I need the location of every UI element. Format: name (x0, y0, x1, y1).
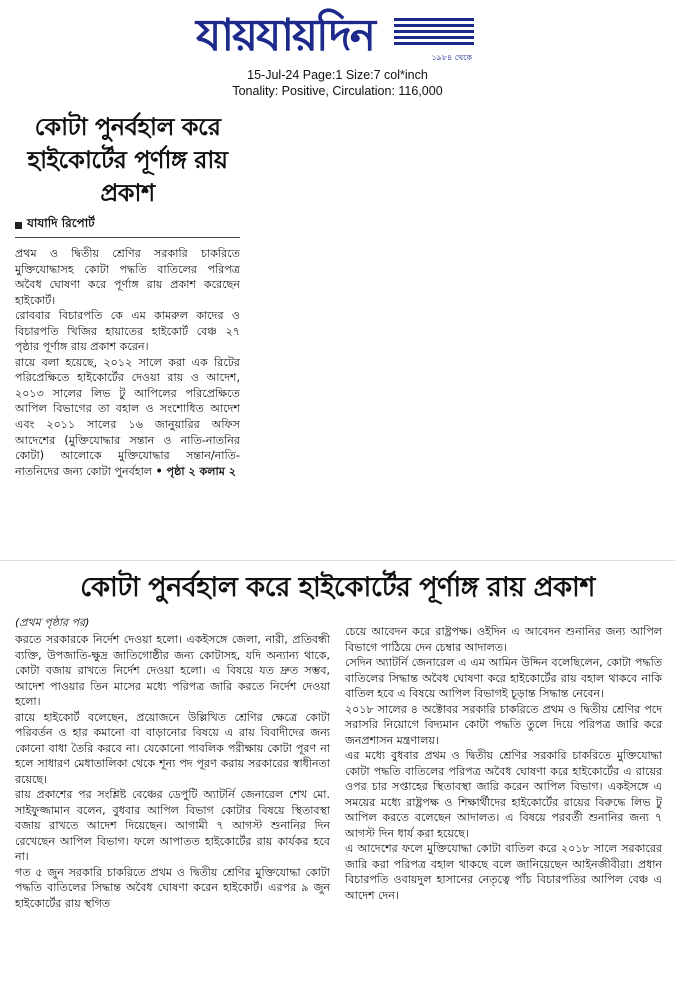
byline (15, 215, 240, 235)
byline-rule (15, 237, 240, 238)
paragraph: রোববার বিচারপতি কে এম কামরুল কাদের ও বিচারপতি খিজির হায়াতের হাইকোর্ট বেঞ্চ ২৭ পৃষ্ঠার পূর্ণাঙ্গ রায় প্রকাশ করেন। (15, 309, 240, 354)
article-body (15, 246, 240, 479)
continued-on-page: • পৃষ্ঠা ২ কলাম ২ (155, 464, 236, 478)
paragraph: করতে সরকারকে নির্দেশ দেওয়া হলো। একইসঙ্গে জেলা, নারী, প্রতিবন্ধী ব্যক্তি, উপজাতি-ক্ষুদ্র জাতিগোষ্ঠীর জন্য কোটাসহ, যদি অন্যান্য থাকে, কোটা বজায় রাখতে নির্দেশ দেওয়া হলো। এ বিষয়ে যত দ্রুত সম্ভব, আদেশ পাওয়ার তিন মাসের মধ্যে পরিপত্র জারি করতে নির্দেশ দেওয়া হলো। (15, 633, 330, 708)
newspaper-logo (196, 6, 476, 66)
clipping-meta-line2: Tonality: Positive, Circulation: 116,000 (232, 84, 443, 98)
paragraph: রায় প্রকাশের পর সংশ্লিষ্ট বেঞ্চের ডেপুটি অ্যাটর্নি জেনারেল শেখ মো. সাইফুজ্জামান বলেন, বুধবার আপিল বিভাগ কোটার বিষয়ে স্থিতাবস্থা বজায় রাখতে আদেশ দিয়েছেন। আগামী ৭ আগস্ট শুনানির দিন রেখেছেন আপিল বিভাগ। ফলে আপাতত হাইকোর্টের রায় কার্যকর হবে না। (15, 788, 330, 863)
section-divider (0, 560, 675, 561)
paragraph: চেয়ে আবেদন করে রাষ্ট্রপক্ষ। ওইদিন এ আবেদন শুনানির জন্য আপিল বিভাগে পাঠিয়ে দেন চেম্বার আদালত। (345, 625, 662, 654)
continuation-headline: কোটা পুনর্বহাল করে হাইকোর্টের পূর্ণাঙ্গ রায় প্রকাশ (80, 572, 595, 603)
logo-text: যায়যায়দিন (196, 10, 375, 61)
logo-since: ১৯৮৪ থেকে (431, 53, 472, 62)
paragraph: গত ৫ জুন সরকারি চাকরিতে প্রথম ও দ্বিতীয় শ্রেণির মুক্তিযোদ্ধা কোটা পদ্ধতি বাতিলের সিদ্ধান্ত অবৈধ ঘোষণা করেন হাইকোর্ট। এরপর ৯ জুন হাইকোর্টের রায় স্থগিত (15, 865, 330, 910)
paragraph: প্রথম ও দ্বিতীয় শ্রেণির সরকারি চাকরিতে মুক্তিযোদ্ধাসহ কোটা পদ্ধতি বাতিলের পরিপত্র অবৈধ ঘোষণা করে পূর্ণাঙ্গ রায় প্রকাশ করেছেন হাইকোর্ট। (15, 247, 240, 307)
logo-stripes (394, 18, 474, 54)
paragraph: এর মধ্যে বুধবার প্রথম ও দ্বিতীয় শ্রেণির সরকারি চাকরিতে মুক্তিযোদ্ধা কোটা পদ্ধতি বাতিলের পরিপত্র অবৈধ ঘোষণা করে হাইকোর্টের এ রায়ের ওপর চার সপ্তাহের স্থিতাবস্থা জারি করেন আপিল বিভাগ। একইসঙ্গে এ সময়ের মধ্যে রাষ্ট্রপক্ষ ও শিক্ষার্থীদের হাইকোর্টের রায়ের বিরুদ্ধে লিভ টু আপিল করতে বলেছেন আদালত। এ বিষয়ে পরবর্তী শুনানির জন্য ৭ আগস্ট দিন ধার্য করা হয়েছে। (345, 749, 662, 840)
continuation-column-right (345, 624, 662, 903)
continued-from-label: (প্রথম পৃষ্ঠার পর) (15, 616, 90, 629)
paragraph: রায়ে হাইকোর্ট বলেছেন, প্রয়োজনে উল্লিখিত শ্রেণির ক্ষেত্রে কোটা পরিবর্তন ও হার কমানো বা বাড়ানোর বিষয়ে এ রায় বিবাদীদের জন্য কোনো বাধা তৈরি করবে না। যেকোনো পাবলিক পরীক্ষায় কোটা পূরণ না হলে সাধারণ মেধাতালিকা থেকে শূন্য পদ পূরণ করায় সরকারের স্বাধীনতা রয়েছে। (15, 710, 330, 786)
byline-square-icon (15, 222, 22, 229)
front-page-article (15, 110, 240, 479)
paragraph: সেদিন অ্যাটর্নি জেনারেল এ এম আমিন উদ্দিন বলেছিলেন, কোটা পদ্ধতি বাতিলের সিদ্ধান্ত অবৈধ ঘোষণা করে হাইকোর্টের রায় বহাল থাকবে নাকি বাতিল হবে এ বিষয়ে আপিল বিভাগই চূড়ান্ত সিদ্ধান্ত নেবেন। (345, 656, 662, 700)
continuation-column-left (15, 632, 330, 911)
paragraph: এ আদেশের ফলে মুক্তিযোদ্ধা কোটা বাতিল করে ২০১৮ সালে সরকারের জারি করা পরিপত্র বহাল থাকছে বলে জানিয়েছেন আইনজীবীরা। প্রধান বিচারপতি ওবায়দুল হাসানের নেতৃত্বে পাঁচ বিচারপতির আপিল বেঞ্চ এ আদেশ দেন। (345, 842, 662, 902)
article-headline: কোটা পুনর্বহাল করে হাইকোর্টের পূর্ণাঙ্গ রায় প্রকাশ (27, 112, 228, 207)
masthead (0, 0, 675, 105)
byline-text: যাযাদি রিপোর্ট (27, 216, 95, 230)
paragraph (15, 355, 240, 479)
paragraph-text: রায়ে বলা হয়েছে, ২০১২ সালে করা এক রিটের পরিপ্রেক্ষিতে হাইকোর্টের দেওয়া রায় ও আদেশ, ২০১৩ সালের লিভ টু আপিলের পরিপ্রেক্ষিতে আপিল বিভাগের তা বহাল ও সংশোধিত আদেশ এবং ২০১১ সালের ১৬ জানুয়ারির অফিস আদেশের (মুক্তিযোদ্ধার সন্তান ও নাতি-নাতনির কোটা) আলোকে মুক্তিযোদ্ধার সন্তান/নাতি-নাতনিদের জন্য কোটা পুনর্বহাল (15, 355, 240, 478)
paragraph: ২০১৮ সালের ৪ অক্টোবর সরকারি চাকরিতে প্রথম ও দ্বিতীয় শ্রেণির পদে সরাসরি নিয়োগে বিদ্যমান কোটা পদ্ধতি তুলে দিয়ে পরিপত্র জারি করে জনপ্রশাসন মন্ত্রণালয়। (345, 702, 662, 747)
clipping-meta-line1: 15-Jul-24 Page:1 Size:7 col*inch (247, 68, 428, 82)
